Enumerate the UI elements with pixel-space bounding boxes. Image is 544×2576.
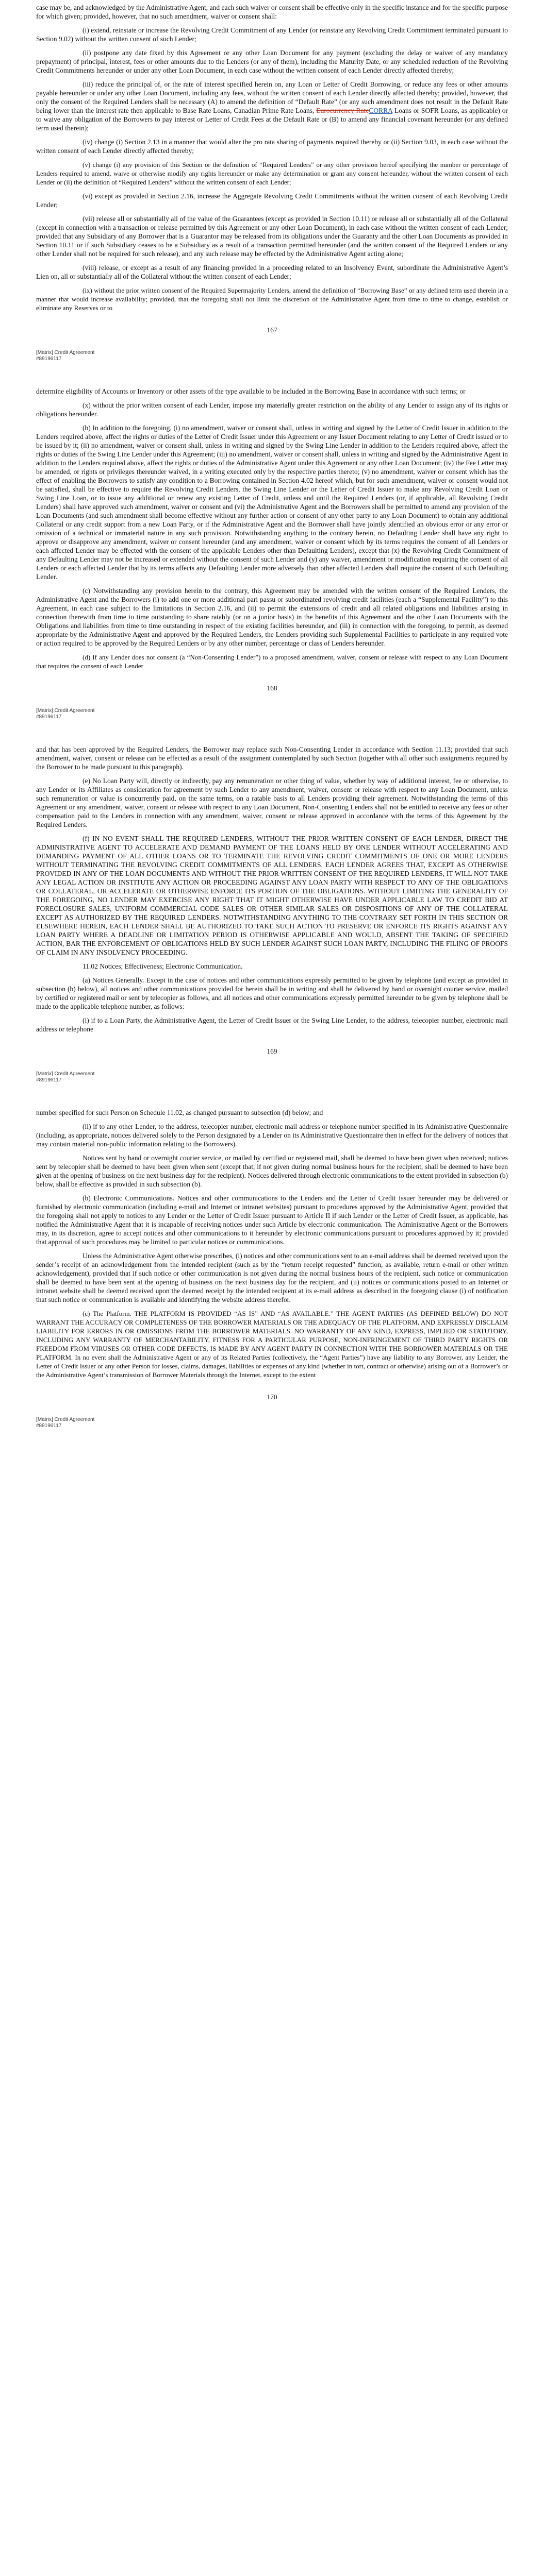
paragraph: Unless the Administrative Agent otherwise prescribes, (i) notices and other communications sent to an e-mail address shall be deemed received upon the sender’s receipt of an acknowledgement from the intended recipient (such as by the “return receipt requested” function, as available, return e-mail or other written acknowledgement), provided that if such notice or other communication is not given during the normal business hours of the recipient, such notice or communication shall be deemed to have been sent at the opening of business on the next business day for the recipient, and (ii) notices or communications posted to an Internet or intranet website shall be deemed received upon the deemed receipt by the intended recipient at its e-mail address as described in the foregoing clause (i) of notification that such notice or communication is available and identifying the website address therefor.: [36, 1252, 508, 1303]
clause-b: (b) In addition to the foregoing, (i) no amendment, waiver or consent shall, unless in writing and signed by the Letter of Credit Issuer in addition to the Lenders required above, affect the rights or duties of the Letter of Credit Issuer under this Agreement or any Issuer Document relating to any Letter of Credit issued or to be issued by it; (ii) no amendment, waiver or consent shall, unless in writing and signed by the Swing Line Lender in addition to the Lenders required above, affect the rights or duties of the Swing Line Lender under this Agreement; (iii) no amendment, waiver or consent shall, unless in writing and signed by the Administrative Agent in addition to the Lenders required above, affect the rights or duties of the Administrative Agent under this Agreement or any other Loan Document; (iv) the Fee Letter may be amended, or rights or privileges thereunder waived, in a writing executed only by the respective parties thereto; (v) no amendment, waiver or consent which has the effect of enabling the Borrowers to satisfy any condition to a Borrowing contained in Section 4.02 hereof which, but for such amendment, waiver or consent would not be satisfied, shall be effective to require the Revolving Credit Lenders, the Swing Line Lender or the Letter of Credit Issuer to make any Revolving Credit Loan or Swing Line Loan, or to issue any additional or renew any existing Letter of Credit, unless and until the Required Lenders (or, if applicable, all Revolving Credit Lenders) shall have approved such amendment, waiver or consent and (vi) the Administrative Agent and the Borrowers shall be permitted to amend any provision of the Loan Documents (and such amendment shall become effective without any further action or consent of any other party to any Loan Document) to obtain any additional Collateral or any credit support from a new Loan Party, or if the Administrative Agent and the Borrower shall have jointly identified an obvious error or any error or omission of a technical or immaterial nature in any such provision. Notwithstanding anything to the contrary herein, no Defaulting Lender shall have any right to approve or disapprove any amendment, waiver or consent hereunder (and any amendment, waiver or consent which by its terms requires the consent of all Lenders or each affected Lender may be effected with the consent of the applicable Lenders other than Defaulting Lenders), except that (x) the Revolving Credit Commitment of any Defaulting Lender may not be increased or extended without the consent of such Lender and (y) any waiver, amendment or modification requiring the consent of all Lenders or each affected Lender that by its terms affects any Defaulting Lender more adversely than other affected Lenders shall require the consent of such Defaulting Lender.: [36, 424, 508, 581]
paragraph: case may be, and acknowledged by the Administrative Agent, and each such waiver or consent shall be effective only in the specific instance and for the specific purpose for which given; provided, however, that no such amendment, waiver or consent shall:: [36, 4, 508, 20]
clause-d: (d) If any Lender does not consent (a “Non-Consenting Lender”) to a proposed amendment, waiver, consent or release with respect to any Loan Document that requires the consent of each Lender: [36, 653, 508, 670]
clause-v: (v) change (i) any provision of this Section or the definition of “Required Lenders” or any other provision hereof specifying the number or percentage of Lenders required to amend, waive or otherwise modify any rights hereunder or make any determination or grant any consent hereunder, without the written consent of each Lender or (ii) the definition of “Required Lenders” without the written consent of each Lender;: [36, 161, 508, 186]
clause-b: (b) Electronic Communications. Notices and other communications to the Lenders and the Letter of Credit Issuer hereunder may be delivered or furnished by electronic communication (including e-mail and Internet or intranet websites) pursuant to procedures approved by the Administrative Agent, provided that the foregoing shall not apply to notices to any Lender or the Letter of Credit Issuer pursuant to Article II if such Lender or the Letter of Credit Issuer, as applicable, has notified the Administrative Agent that it is incapable of receiving notices under such Article by electronic communication. The Administrative Agent or the Borrowers may, in its discretion, agree to accept notices and other communications to it hereunder by electronic communications pursuant to procedures approved by it; provided that approval of such procedures may be limited to particular notices or communications.: [36, 1194, 508, 1246]
page-footer: [36, 708, 508, 720]
page-number: 169: [267, 1047, 277, 1055]
footer-doc-id: #89196117: [36, 1423, 62, 1429]
clause-a: (a) Notices Generally. Except in the case of notices and other communications expressly permitted to be given by telephone (and except as provided in subsection (b) below), all notices and other communications provided for herein shall be in writing and shall be delivered by hand or overnight courier service, mailed by certified or registered mail or sent by telecopier as follows, and all notices and other communications expressly permitted hereunder to be given by telephone shall be made to the applicable telephone number, as follows:: [36, 976, 508, 1010]
footer-doc-id: #89196117: [36, 714, 62, 720]
page-169: [36, 745, 508, 1083]
footer-title: [Matrix] Credit Agreement: [36, 350, 95, 355]
page-number: 168: [267, 684, 277, 692]
footer-doc-id: #89196117: [36, 356, 62, 362]
inserted-text: CORRA: [369, 107, 393, 114]
footer-doc-id: #89196117: [36, 1077, 62, 1083]
footer-title: [Matrix] Credit Agreement: [36, 708, 95, 714]
clause-vi: (vi) except as provided in Section 2.16, increase the Aggregate Revolving Credit Commitments without the written consent of each Revolving Credit Lender;: [36, 192, 508, 209]
page-170: [36, 1108, 508, 1429]
clause-iii-text-b: Loans or SOFR Loans, as applicable) or to waive any obligation of the Borrowers to pay interest or Letter of Credit Fees at the Default Rate or (B) to amend any financial covenant hereunder (or any defined term used therein);: [36, 107, 508, 132]
paragraph: number specified for such Person on Schedule 11.02, as changed pursuant to subsection (d) below; and: [36, 1109, 323, 1116]
paragraph: determine eligibility of Accounts or Inventory or other assets of the type available to be included in the Borrowing Base in accordance with such terms; or: [36, 387, 466, 395]
clause-ii: (ii) if to any other Lender, to the address, telecopier number, electronic mail address or telephone number specified in its Administrative Questionnaire (including, as appropriate, notices delivered solely to the Person designated by a Lender on its Administrative Questionnaire then in effect for the delivery of notices that may contain material non-public information relating to the Borrowers).: [36, 1123, 508, 1148]
page-167: [36, 3, 508, 362]
page-number: 167: [267, 326, 277, 334]
clause-iv: (iv) change (i) Section 2.13 in a manner that would alter the pro rata sharing of payments required thereby or (ii) Section 9.03, in each case without the written consent of each Lender directly affected thereby;: [36, 138, 508, 155]
section-heading: 11.02 Notices; Effectiveness; Electronic Communication.: [83, 962, 243, 970]
page-number: 170: [267, 1393, 277, 1401]
clause-e: (e) No Loan Party will, directly or indirectly, pay any remuneration or other thing of value, whether by way of additional interest, fee or otherwise, to any Lender or its Affiliates as consideration for agreement by such Lender to any amendment, waiver, consent or release with respect to any Loan Document, unless such remuneration or value is concurrently paid, on the same terms, on a ratable basis to all Lenders providing their agreement. Notwithstanding the terms of this Agreement or any amendment, waiver, consent or release with respect to any Loan Document, Non-Consenting Lenders shall not be entitled to receive any fees or other compensation paid to the Lenders in connection with any amendment, waiver, consent or release approved in accordance with the terms of this Agreement by the Required Lenders.: [36, 777, 508, 828]
clause-a-i: (i) if to a Loan Party, the Administrative Agent, the Letter of Credit Issuer or the Swing Line Lender, to the address, telecopier number, electronic mail address or telephone: [36, 1016, 508, 1033]
clause-ii: (ii) postpone any date fixed by this Agreement or any other Loan Document for any payment (excluding the delay or waiver of any mandatory prepayment) of principal, interest, fees or other amounts due to the Lenders (or any of them), including the Maturity Date, or any scheduled reduction of the Revolving Credit Commitments hereunder or under any other Loan Document, in each case without the written consent of each Lender directly affected thereby;: [36, 49, 508, 74]
clause-i: (i) extend, reinstate or increase the Revolving Credit Commitment of any Lender (or reinstate any Revolving Credit Commitment terminated pursuant to Section 9.02) without the written consent of such Lender;: [36, 26, 508, 43]
clause-viii: (viii) release, or except as a result of any financing provided in a proceeding related to an Insolvency Event, subordinate the Administrative Agent’s Lien on, all or substantially all of the Collateral without the written consent of each Lender;: [36, 264, 508, 280]
paragraph: and that has been approved by the Required Lenders, the Borrower may replace such Non-Consenting Lender in accordance with Section 11.13; provided that such amendment, waiver, consent or release can be effected as a result of the assignment contemplated by such Section (together with all other such assignments required by the Borrower to be made pursuant to this paragraph).: [36, 745, 508, 771]
clause-c: (c) The Platform. THE PLATFORM IS PROVIDED “AS IS” AND “AS AVAILABLE.” THE AGENT PARTIES (AS DEFINED BELOW) DO NOT WARRANT THE ACCURACY OR COMPLETENESS OF THE BORROWER MATERIALS OR THE ADEQUACY OF THE PLATFORM, AND EXPRESSLY DISCLAIM LIABILITY FOR ERRORS IN OR OMISSIONS FROM THE BORROWER MATERIALS. NO WARRANTY OF ANY KIND, EXPRESS, IMPLIED OR STATUTORY, INCLUDING ANY WARRANTY OF MERCHANTABILITY, FITNESS FOR A PARTICULAR PURPOSE, NON-INFRINGEMENT OF THIRD PARTY RIGHTS OR FREEDOM FROM VIRUSES OR OTHER CODE DEFECTS, IS MADE BY ANY AGENT PARTY IN CONNECTION WITH THE BORROWER MATERIALS OR THE PLATFORM. In no event shall the Administrative Agent or any of its Related Parties (collectively, the “Agent Parties”) have any liability to any Borrower, any Lender, the Letter of Credit Issuer or any other Person for losses, claims, damages, liabilities or expenses of any kind (whether in tort, contract or otherwise) arising out of a Borrower’s or the Administrative Agent’s transmission of Borrower Materials through the Internet, except to the extent: [36, 1310, 508, 1379]
clause-iii-text-a: (iii) reduce the principal of, or the rate of interest specified herein on, any Loan or Letter of Credit Borrowing, or reduce any fees or other amounts payable hereunder or under any other Loan Document, including any fees, without the written consent of each Lender directly affected thereby; provided, however, that only the consent of the Required Lenders shall be necessary (A) to amend the definition of “Default Rate” (or any such amendment does not result in the Default Rate being lower than the interest rate then applicable to Base Rate Loans, Canadian Prime Rate Loans,: [36, 80, 508, 114]
clause-ix: (ix) without the prior written consent of the Required Supermajority Lenders, amend the definition of “Borrowing Base” or any defined term used therein in a manner that would increase availability; provided, that the foregoing shall not limit the discretion of the Administrative Agent from time to time to change, establish or eliminate any Reserves or to: [36, 286, 508, 312]
page-footer: [36, 350, 508, 362]
footer-title: [Matrix] Credit Agreement: [36, 1417, 95, 1422]
paragraph: Notices sent by hand or overnight courier service, or mailed by certified or registered mail, shall be deemed to have been given when received; notices sent by telecopier shall be deemed to have been given when sent (except that, if not given during normal business hours for the recipient, shall be deemed to have been given at the opening of business on the next business day for the recipient). Notices delivered through electronic communications to the extent provided in subsection (b) below, shall be effective as provided in such subsection (b).: [36, 1154, 508, 1188]
page-footer: [36, 1071, 508, 1083]
page-footer: [36, 1417, 508, 1429]
clause-f: (f) IN NO EVENT SHALL THE REQUIRED LENDERS, WITHOUT THE PRIOR WRITTEN CONSENT OF EACH LENDER, DIRECT THE ADMINISTRATIVE AGENT TO ACCELERATE AND DEMAND PAYMENT OF THE LOANS HELD BY ONE LENDER WITHOUT ACCELERATING AND DEMANDING PAYMENT OF ALL OTHER LOANS OR TO TERMINATE THE REVOLVING CREDIT COMMITMENTS OF ONE OR MORE LENDERS WITHOUT TERMINATING THE REVOLVING CREDIT COMMITMENTS OF ALL LENDERS. EACH LENDER AGREES THAT, EXCEPT AS OTHERWISE PROVIDED IN ANY OF THE LOAN DOCUMENTS AND WITHOUT THE PRIOR WRITTEN CONSENT OF THE REQUIRED LENDERS, IT WILL NOT TAKE ANY LEGAL ACTION OR INSTITUTE ANY ACTION OR PROCEEDING AGAINST ANY LOAN PARTY WITH RESPECT TO ANY OF THE OBLIGATIONS OR COLLATERAL, OR ACCELERATE OR OTHERWISE ENFORCE ITS PORTION OF THE OBLIGATIONS. WITHOUT LIMITING THE GENERALITY OF THE FOREGOING, NO LENDER MAY EXERCISE ANY RIGHT THAT IT MIGHT OTHERWISE HAVE UNDER APPLICABLE LAW TO CREDIT BID AT FORECLOSURE SALES, UNIFORM COMMERCIAL CODE SALES OR OTHER SIMILAR SALES OR DISPOSITIONS OF ANY OF THE COLLATERAL EXCEPT AS AUTHORIZED BY THE REQUIRED LENDERS. NOTWITHSTANDING ANYTHING TO THE CONTRARY SET FORTH IN THIS SECTION OR ELSEWHERE HEREIN, EACH LENDER SHALL BE AUTHORIZED TO TAKE SUCH ACTION TO PRESERVE OR ENFORCE ITS RIGHTS AGAINST ANY LOAN PARTY WHERE A DEADLINE OR LIMITATION PERIOD IS OTHERWISE APPLICABLE AND WOULD, ABSENT THE TAKING OF SPECIFIED ACTION, BAR THE ENFORCEMENT OF OBLIGATIONS HELD BY SUCH LENDER AGAINST SUCH LOAN PARTY, INCLUDING THE FILING OF PROOFS OF CLAIM IN ANY INSOLVENCY PROCEEDING.: [36, 835, 508, 956]
clause-iii: [36, 80, 508, 132]
deleted-text: Eurocurrency Rate: [316, 107, 369, 114]
clause-vii: (vii) release all or substantially all of the value of the Guarantees (except as provided in Section 10.11) or release all or substantially all of the Collateral (except in connection with a transaction or release permitted by this Agreement or any other Loan Document), in each case without the written consent of each Lender; provided that any Subsidiary of any Borrower that is a Guarantor may be released from its obligations under the Guaranty and the other Loan Documents as provided in Section 10.11 or if such Subsidiary ceases to be a Subsidiary as a result of a transaction permitted hereunder (and the written consent of the Required Lenders or any other Lender shall not be required for such release), and any such release may be effected by the Administrative Agent acting alone;: [36, 215, 508, 258]
clause-x: (x) without the prior written consent of each Lender, impose any materially greater restriction on the ability of any Lender to assign any of its rights or obligations hereunder.: [36, 401, 508, 418]
footer-title: [Matrix] Credit Agreement: [36, 1071, 95, 1077]
page-168: [36, 387, 508, 720]
clause-c: (c) Notwithstanding any provision herein to the contrary, this Agreement may be amended with the written consent of the Required Lenders, the Administrative Agent and the Borrowers (i) to add one or more additional pari passu or subordinated revolving credit facilities (each a “Supplemental Facility”) to this Agreement, in each case subject to the limitations in Section 2.16, and (ii) to permit the extensions of credit and all related obligations and liabilities arising in connection therewith from time to time outstanding to share ratably (or on a junior basis) in the benefits of this Agreement and the other Loan Documents with the Obligations and liabilities from time to time outstanding in respect of the existing facilities hereunder, and (iii) in connection with the foregoing, to permit, as deemed appropriate by the Administrative Agent and approved by the Required Lenders, the Lenders providing such Supplemental Facilities to participate in any required vote or action required to be approved by the Required Lenders or by any other number, percentage or class of Lenders hereunder.: [36, 587, 508, 647]
